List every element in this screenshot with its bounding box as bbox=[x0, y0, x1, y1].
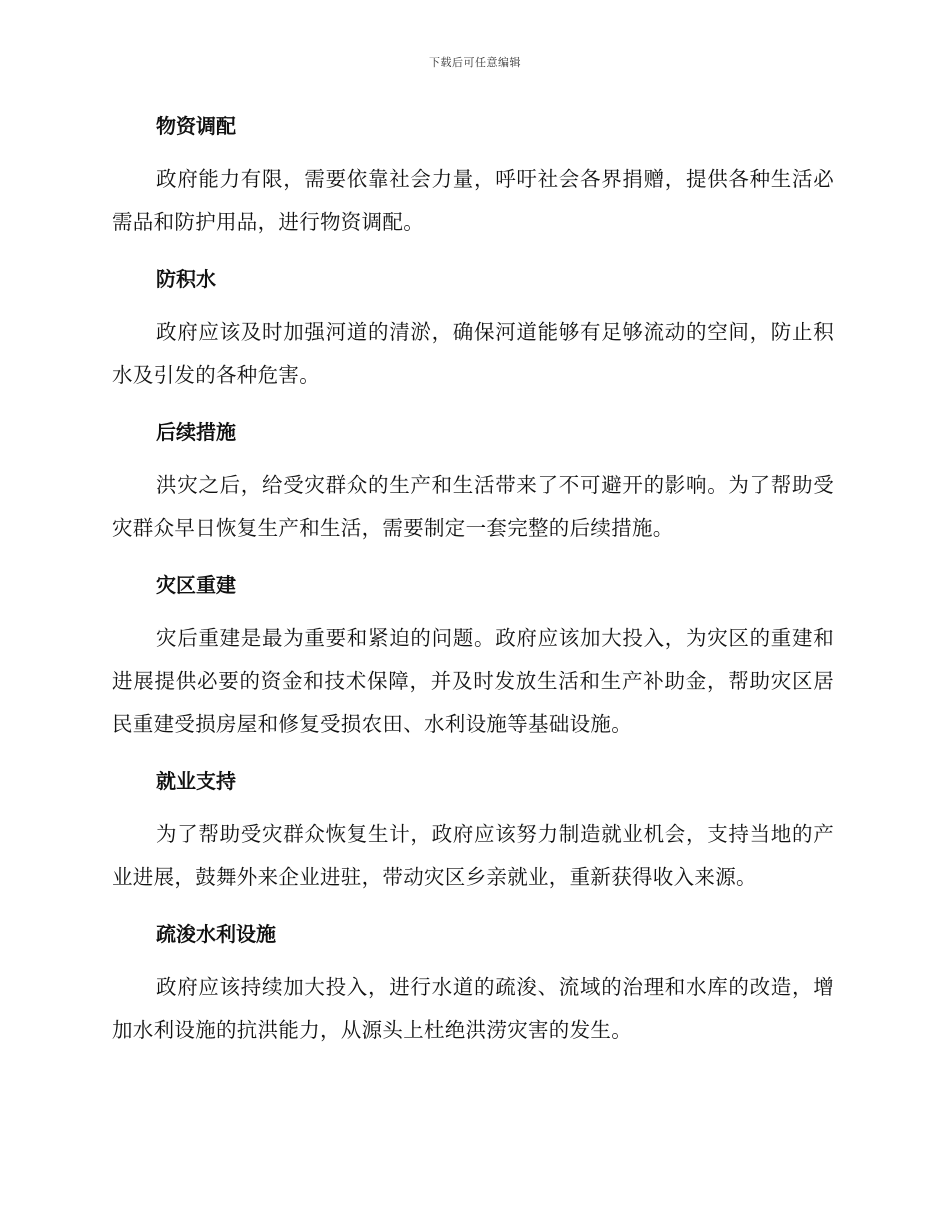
section-title: 后续措施 bbox=[156, 420, 236, 444]
section-paragraph: 政府应该持续加大投入，进行水道的疏浚、流域的治理和水库的改造，增加水利设施的抗洪能力，从源头上杜绝洪涝灾害的发生。 bbox=[112, 975, 834, 1042]
section-title: 疏浚水利设施 bbox=[156, 922, 276, 946]
section-follow-up-measures bbox=[112, 414, 834, 550]
section-water-facility-dredging bbox=[112, 916, 834, 1052]
section-paragraph: 政府应该及时加强河道的清淤，确保河道能够有足够流动的空间，防止积水及引发的各种危害。 bbox=[112, 320, 834, 387]
page-header-note: 下载后可任意编辑 bbox=[429, 56, 521, 69]
section-title: 灾区重建 bbox=[156, 573, 236, 597]
section-disaster-reconstruction bbox=[112, 567, 834, 746]
section-employment-support bbox=[112, 763, 834, 899]
section-title: 物资调配 bbox=[156, 114, 236, 138]
section-title: 就业支持 bbox=[156, 769, 236, 793]
section-paragraph: 洪灾之后，给受灾群众的生产和生活带来了不可避开的影响。为了帮助受灾群众早日恢复生产和生活，需要制定一套完整的后续措施。 bbox=[112, 473, 834, 540]
document-content bbox=[112, 108, 834, 1069]
section-paragraph: 为了帮助受灾群众恢复生计，政府应该努力制造就业机会，支持当地的产业进展，鼓舞外来企业进驻，带动灾区乡亲就业，重新获得收入来源。 bbox=[112, 822, 834, 889]
section-waterlogging-prevention bbox=[112, 261, 834, 397]
section-title: 防积水 bbox=[156, 267, 216, 291]
section-material-allocation bbox=[112, 108, 834, 244]
section-paragraph: 灾后重建是最为重要和紧迫的问题。政府应该加大投入，为灾区的重建和进展提供必要的资金和技术保障，并及时发放生活和生产补助金，帮助灾区居民重建受损房屋和修复受损农田、水利设施等基础设施。 bbox=[112, 626, 834, 736]
section-paragraph: 政府能力有限，需要依靠社会力量，呼吁社会各界捐赠，提供各种生活必需品和防护用品，进行物资调配。 bbox=[112, 167, 834, 234]
